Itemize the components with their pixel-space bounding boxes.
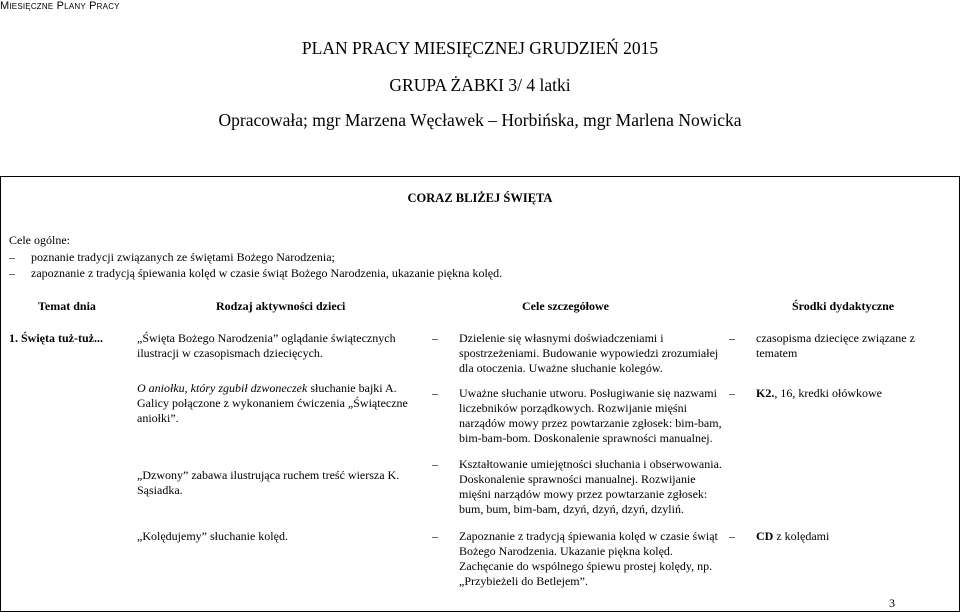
theme-title: CORAZ BLIŻEJ ŚWIĘTA — [407, 191, 553, 205]
goals-heading: Cele ogólne: — [9, 233, 70, 247]
goal-cell: – Dzielenie się własnymi doświadczeniami i spostrzeżeniami. Budowanie wypowiedzi zrozumiałej dla otoczenia. Uważne słuchanie kolegów. — [432, 331, 719, 375]
goal-item: – zapoznanie z tradycją śpiewania kolęd w czasie świąt Bożego Narodzenia, ukazanie piękna kolęd. — [9, 266, 503, 280]
document-title: PLAN PRACY MIESIĘCZNEJ GRUDZIEŃ 2015 — [301, 38, 659, 58]
goal-item: – poznanie tradycji związanych ze świętami Bożego Narodzenia; — [9, 250, 335, 264]
column-header-topic: Temat dnia — [38, 299, 96, 313]
means-cell: – CD z kolędami — [729, 529, 830, 543]
means-cell: – K2., 16, kredki ołówkowe — [729, 386, 882, 400]
column-header-means: Środki dydaktyczne — [792, 299, 895, 313]
means-cell: – czasopisma dziecięce związane z tematem — [729, 331, 915, 360]
group-title: GRUPA ŻABKI 3/ 4 latki — [389, 75, 571, 95]
goal-cell: – Uważne słuchanie utworu. Posługiwanie się nazwami liczebników porządkowych. Rozwijanie mięśni narządów mowy przez powtarzanie zgłosek: bim-bam, bim-bam-bom. Doskonalenie sprawności manualnej. — [432, 386, 722, 445]
goal-cell: – Zapoznanie z tradycją śpiewania kolęd w czasie świąt Bożego Narodzenia. Ukazanie piękna kolęd. Zachęcanie do wspólnego śpiewu prostej kolędy, np. „Przybieżeli do Betlejem”. — [432, 529, 718, 588]
page-number: 3 — [889, 596, 895, 610]
activity-cell: „Kolędujemy” słuchanie kolęd. — [137, 529, 288, 543]
activity-cell: „Święta Bożego Narodzenia” oglądanie świątecznych ilustracji w czasopismach dziecięcych. — [137, 331, 396, 360]
activity-cell: O aniołku, który zgubił dzwoneczek słuchanie bajki A. Galicy połączone z wykonaniem ćwiczenia „Świąteczne aniołki”. — [137, 381, 408, 425]
day-topic: 1. Święta tuż-tuż... — [9, 331, 103, 345]
activity-cell: „Dzwony” zabawa ilustrująca ruchem treść wiersza K. Sąsiadka. — [137, 468, 400, 497]
goal-cell: – Kształtowanie umiejętności słuchania i obserwowania. Doskonalenie sprawności manualnej. Rozwijanie mięśni narządów mowy przez powtarzanie zgłosek: bum, bum, bim-bam, dzyń, dzyń, dzyń, dzyliń. — [432, 457, 722, 516]
authors-line: Opracowała; mgr Marzena Węcławek – Horbińska, mgr Marlena Nowicka — [218, 110, 742, 130]
plan-box — [0, 176, 960, 612]
column-header-activity: Rodzaj aktywności dzieci — [216, 299, 346, 313]
running-header: Miesięczne Plany Pracy — [0, 0, 120, 12]
column-header-goals: Cele szczegółowe — [522, 299, 609, 313]
general-goals — [9, 232, 502, 281]
